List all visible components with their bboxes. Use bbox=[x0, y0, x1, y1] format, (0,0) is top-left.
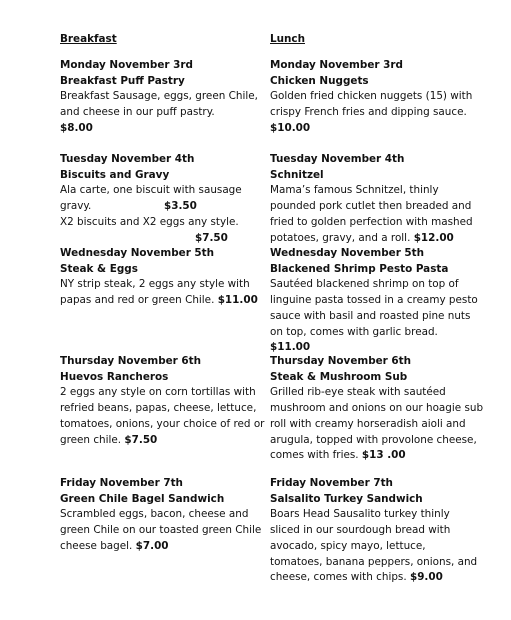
item-name: Steak & Mushroom Sub bbox=[270, 370, 408, 383]
item-description: 2 eggs any style on corn tortillas with bbox=[60, 386, 256, 399]
item-day: Monday November 3rd bbox=[270, 59, 403, 71]
item-description: pounded pork cutlet then breaded and bbox=[270, 200, 472, 213]
item-name: Green Chile Bagel Sandwich bbox=[60, 492, 225, 505]
item-price: $3.50 bbox=[164, 200, 197, 213]
item-day: Wednesday November 5th bbox=[60, 247, 215, 259]
item-description: roll with creamy horseradish aioli and bbox=[270, 417, 466, 430]
item-name: Huevos Rancheros bbox=[60, 370, 169, 383]
breakfast-item-wednesday bbox=[60, 246, 265, 309]
item-price: $12.00 bbox=[413, 231, 454, 244]
item-day: Monday November 3rd bbox=[60, 59, 193, 71]
item-description: cheese, comes with chips. bbox=[270, 571, 407, 584]
item-name: Biscuits and Gravy bbox=[60, 168, 170, 181]
item-day: Thursday November 6th bbox=[270, 355, 412, 367]
item-description-row bbox=[270, 231, 485, 247]
item-price: $9.00 bbox=[409, 571, 443, 584]
item-description: refried beans, papas, cheese, lettuce, bbox=[60, 402, 257, 415]
breakfast-heading: Breakfast bbox=[60, 33, 117, 45]
item-description-row bbox=[60, 433, 265, 449]
item-description: tomatoes, onions, your choice of red or bbox=[60, 417, 265, 430]
item-description: crispy French fries and dipping sauce. bbox=[270, 106, 467, 119]
lunch-item-friday bbox=[270, 476, 485, 586]
item-day: Friday November 7th bbox=[60, 477, 183, 489]
lunch-column bbox=[270, 32, 485, 584]
item-description: green chile. bbox=[60, 433, 122, 446]
item-description: avocado, spicy mayo, lettuce, bbox=[270, 539, 426, 552]
item-name: Blackened Shrimp Pesto Pasta bbox=[270, 262, 449, 275]
item-price: $13 .00 bbox=[361, 449, 406, 462]
item-description: potatoes, gravy, and a roll. bbox=[270, 231, 411, 244]
breakfast-item-tuesday bbox=[60, 152, 265, 246]
item-description-row bbox=[60, 293, 265, 309]
item-price: $7.50 bbox=[124, 433, 158, 446]
item-description: Mama’s famous Schnitzel, thinly bbox=[270, 184, 439, 197]
breakfast-item-thursday bbox=[60, 354, 265, 448]
item-description-row bbox=[60, 539, 265, 555]
item-description: gravy. bbox=[60, 200, 92, 213]
item-description: Grilled rib-eye steak with sautéed bbox=[270, 386, 446, 399]
item-price: $11.00 bbox=[217, 294, 258, 307]
item-day: Tuesday November 4th bbox=[60, 153, 195, 165]
item-description: Scrambled eggs, bacon, cheese and bbox=[60, 508, 249, 521]
breakfast-column bbox=[60, 32, 265, 552]
item-description: NY strip steak, 2 eggs any style with bbox=[60, 278, 250, 291]
item-day: Friday November 7th bbox=[270, 477, 393, 489]
item-description: on top, comes with garlic bread. bbox=[270, 325, 438, 338]
item-description: cheese bagel. bbox=[60, 539, 133, 552]
lunch-item-tuesday bbox=[270, 152, 485, 246]
item-description-row bbox=[60, 199, 265, 215]
item-price: $7.00 bbox=[135, 539, 169, 552]
item-description-row bbox=[270, 570, 485, 586]
item-description: and cheese in our puff pastry. bbox=[60, 106, 215, 119]
item-name: Schnitzel bbox=[270, 168, 324, 181]
item-description: arugula, topped with provolone cheese, bbox=[270, 433, 477, 446]
item-description: linguine pasta tossed in a creamy pesto bbox=[270, 294, 478, 307]
item-description: Sautéed blackened shrimp on top of bbox=[270, 278, 459, 291]
item-name: Chicken Nuggets bbox=[270, 74, 369, 87]
item-name: Steak & Eggs bbox=[60, 262, 138, 275]
item-description: comes with fries. bbox=[270, 449, 359, 462]
item-description: Breakfast Sausage, eggs, green Chile, bbox=[60, 90, 258, 103]
item-description: Boars Head Sausalito turkey thinly bbox=[270, 508, 450, 521]
item-description: X2 biscuits and X2 eggs any style. bbox=[60, 215, 239, 228]
item-day: Thursday November 6th bbox=[60, 355, 202, 367]
item-description: sauce with basil and roasted pine nuts bbox=[270, 309, 471, 322]
item-name: Salsalito Turkey Sandwich bbox=[270, 492, 423, 505]
item-price-row bbox=[60, 231, 265, 247]
item-price: $10.00 bbox=[270, 121, 311, 134]
item-description: Golden fried chicken nuggets (15) with bbox=[270, 90, 473, 103]
item-description: Ala carte, one biscuit with sausage bbox=[60, 184, 242, 197]
item-description: tomatoes, banana peppers, onions, and bbox=[270, 555, 478, 568]
item-description: sliced in our sourdough bread with bbox=[270, 524, 451, 537]
lunch-item-monday bbox=[270, 58, 485, 137]
breakfast-item-friday bbox=[60, 476, 265, 555]
item-price: $8.00 bbox=[60, 121, 93, 134]
item-description: green Chile on our toasted green Chile bbox=[60, 524, 262, 537]
item-name: Breakfast Puff Pastry bbox=[60, 74, 185, 87]
item-description: papas and red or green Chile. bbox=[60, 294, 215, 307]
item-price: $7.50 bbox=[195, 231, 228, 244]
item-price: $11.00 bbox=[270, 341, 311, 354]
item-description: mushroom and onions on our hoagie sub bbox=[270, 402, 484, 415]
item-day: Wednesday November 5th bbox=[270, 247, 425, 259]
item-description: fried to golden perfection with mashed bbox=[270, 215, 473, 228]
lunch-heading: Lunch bbox=[270, 33, 305, 45]
item-description-row bbox=[270, 448, 485, 464]
breakfast-item-monday bbox=[60, 58, 265, 137]
item-day: Tuesday November 4th bbox=[270, 153, 405, 165]
lunch-item-wednesday bbox=[270, 246, 485, 356]
lunch-item-thursday bbox=[270, 354, 485, 464]
